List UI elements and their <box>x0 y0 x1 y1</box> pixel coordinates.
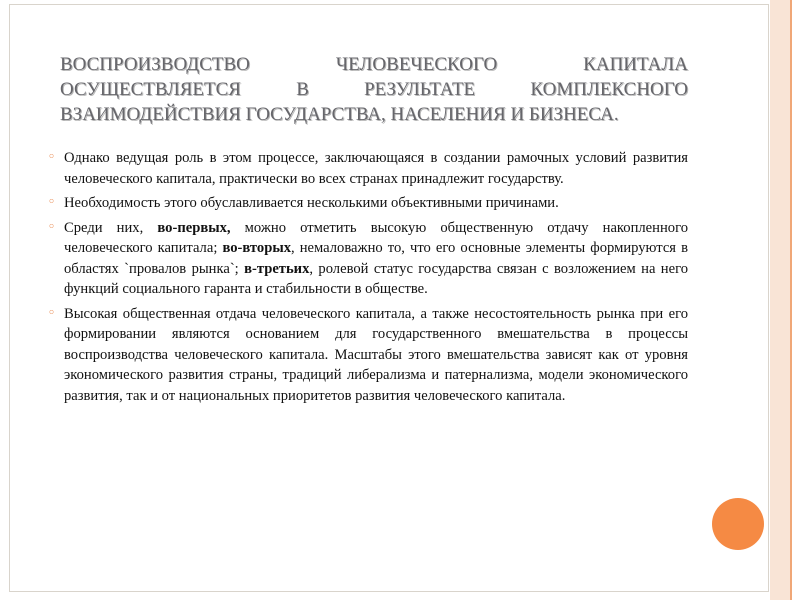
bullet-item-4 <box>48 304 688 407</box>
bullet-icon <box>48 151 55 163</box>
bullet-icon <box>48 196 55 208</box>
bullet-icon <box>48 307 55 319</box>
decorative-side-line <box>790 0 792 600</box>
bullet-bold-second: во-вторых <box>222 240 292 256</box>
bullet-text-2: Необходимость этого обуславливается несколькими объективными причинами. <box>64 195 559 211</box>
bullet-text-3c: , немаловажно то, что его основные элементы формируются в областях `провалов рынка`; <box>64 240 688 277</box>
bullet-item-1 <box>48 148 688 189</box>
bullet-item-3 <box>48 218 688 300</box>
bullet-text-3b: можно отметить высокую общественную отдачу накопленного человеческого капитала; <box>64 219 688 256</box>
slide-title: ВОСПРОИЗВОДСТВО ЧЕЛОВЕЧЕСКОГО КАПИТАЛА ОСУЩЕСТВЛЯЕТСЯ В РЕЗУЛЬТАТЕ КОМПЛЕКСНОГО ВЗАИМОДЕЙСТВИЯ ГОСУДАРСТВА, НАСЕЛЕНИЯ И БИЗНЕСА. <box>60 54 688 125</box>
decorative-side-band <box>770 0 790 600</box>
bullet-bold-third: в-третьих <box>244 260 310 277</box>
decorative-orange-circle <box>712 498 764 550</box>
bullet-item-2 <box>48 193 688 214</box>
bullet-text-1: Однако ведущая роль в этом процессе, заключающаяся в создании рамочных условий развития человеческого капитала, практически во всех странах принадлежит государству. <box>64 150 688 187</box>
bullet-bold-first: во-первых, <box>157 219 231 236</box>
bullet-list <box>48 148 688 410</box>
bullet-text-3a: Среди них, <box>64 219 158 236</box>
bullet-icon <box>48 221 55 233</box>
bullet-text-4: Высокая общественная отдача человеческого капитала, а также несостоятельность рынка при его формировании являются основанием для государственного вмешательства в процессы воспроизводства человеческого капитала. Масштабы этого вмешательства зависят как от уровня экономического развития страны, традиций либерализма и патернализма, модели экономического развития, так и от национальных приоритетов развития человеческого капитала. <box>64 305 688 404</box>
bullet-text-3d: , ролевой статус государства связан с возложением на него функций социального гаранта и стабильности в обществе. <box>64 260 688 297</box>
